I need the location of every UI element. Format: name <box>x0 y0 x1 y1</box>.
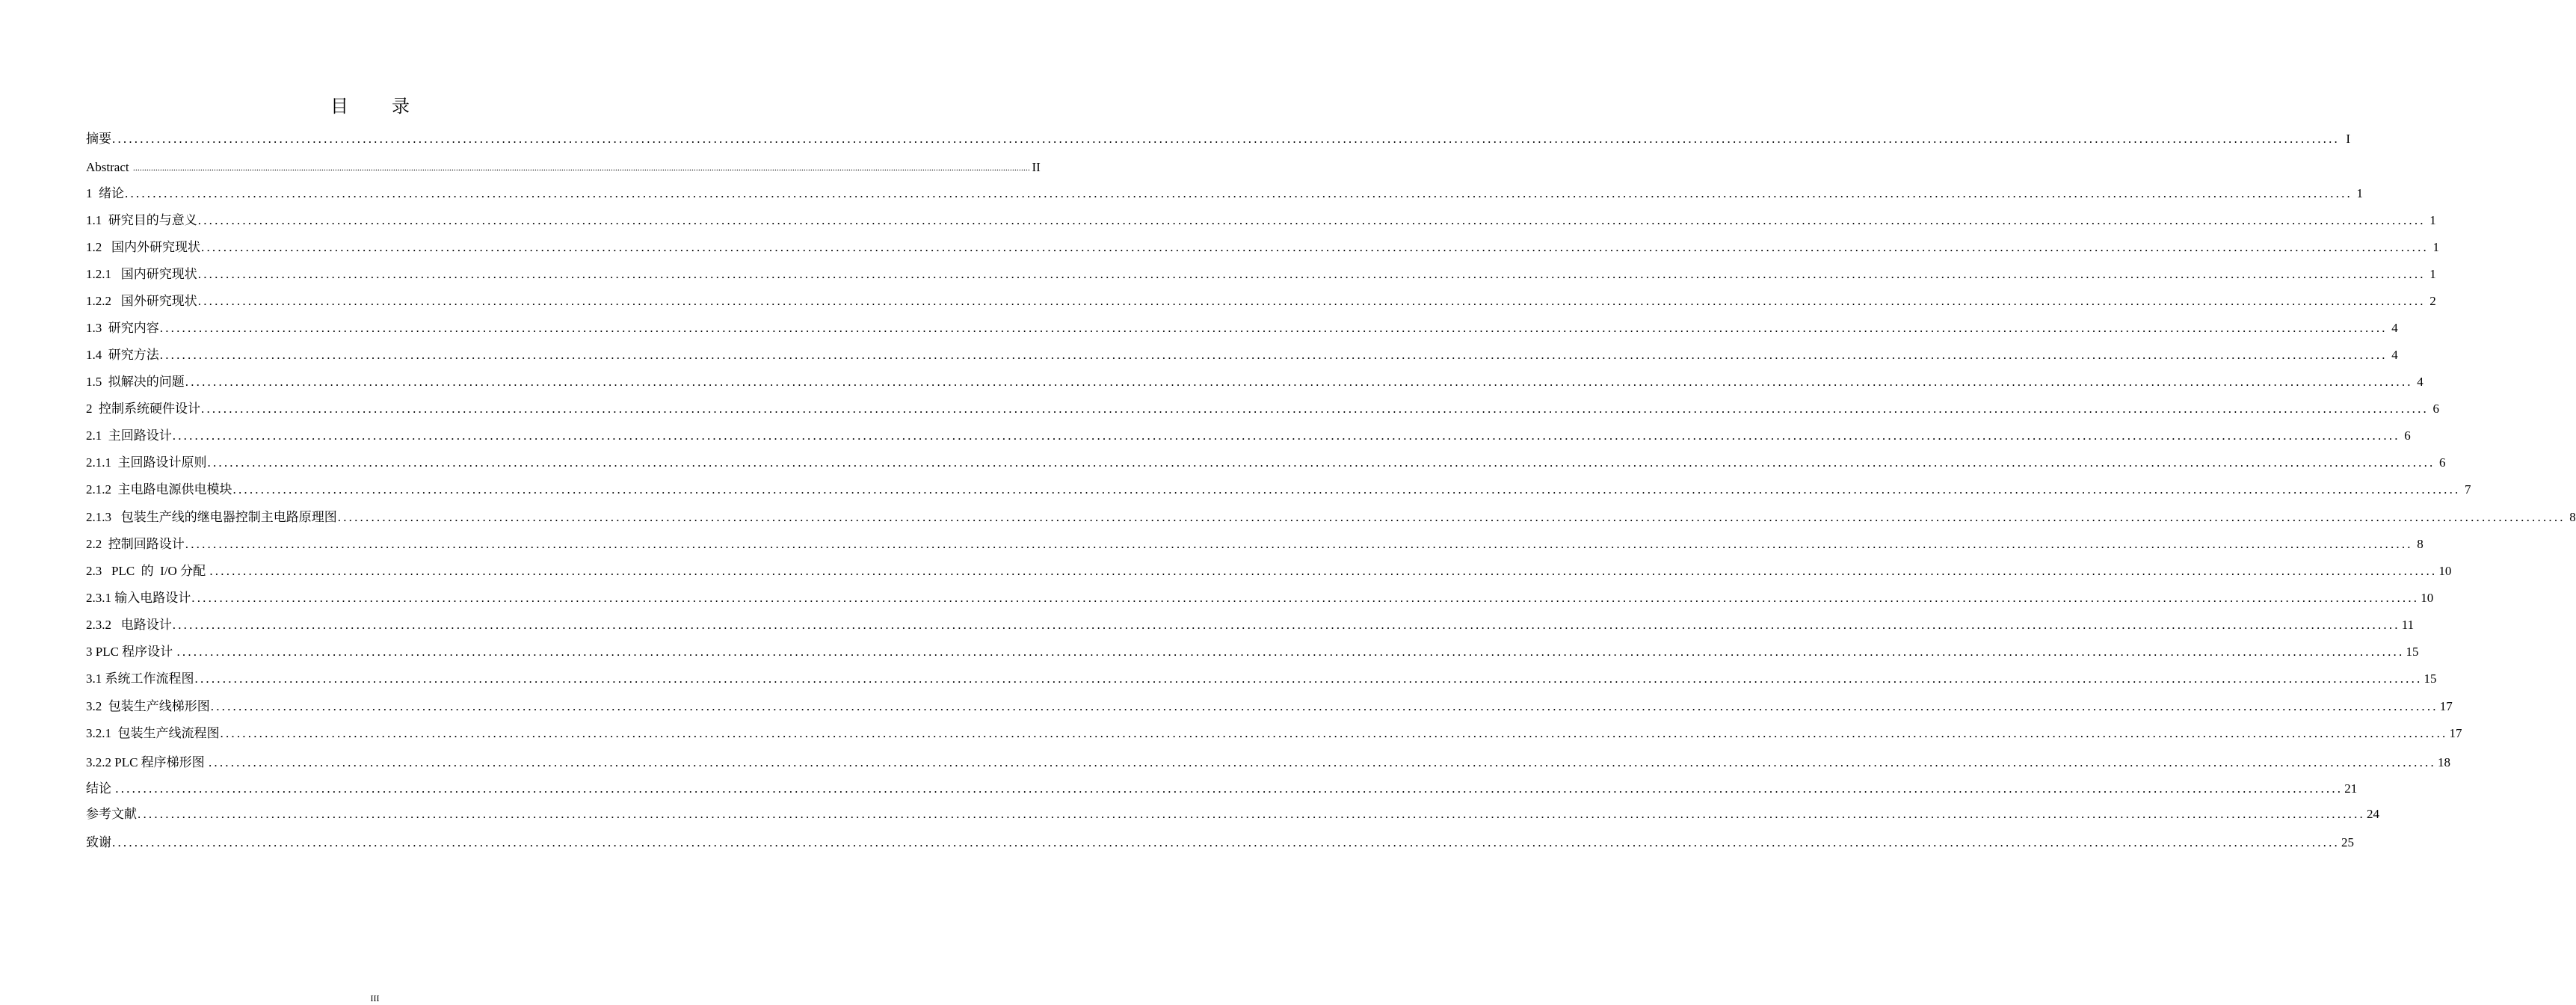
toc-dot-leader: ................................................................................................................................................................................................................................................................................................................................................................................................................ <box>112 132 2340 146</box>
toc-entry-page: 1 <box>2429 213 2436 227</box>
toc-entry-page: 1 <box>2429 267 2436 281</box>
toc-dot-leader: ................................................................................................................................................................................................................................................................................................................................................................................................................ <box>159 348 2388 362</box>
toc-entry[interactable] <box>86 336 2398 363</box>
toc-entry-page: 7 <box>2465 482 2471 497</box>
toc-dot-leader: ................................................................................................................................................................................................................................................................................................................................................................................................................ <box>197 213 2426 227</box>
toc-entry-label: 结论 <box>86 781 115 796</box>
toc-entry-page: 10 <box>2438 564 2452 578</box>
toc-entry-page: 17 <box>2439 699 2453 713</box>
toc-entry-page: 8 <box>2417 537 2424 551</box>
toc-entry[interactable] <box>86 174 2363 201</box>
toc-entry-label: 摘要 <box>86 132 111 146</box>
toc-entry-label: 1.1 研究目的与意义 <box>86 213 197 227</box>
toc-entry-page: 15 <box>2424 671 2437 686</box>
toc-dot-leader: ................................................................................................................................................................................................................................................................................................................................................................................................................ <box>194 671 2423 686</box>
toc-entry-label: 1.2 国内外研究现状 <box>86 240 200 254</box>
toc-entry-page: 21 <box>2344 781 2358 796</box>
toc-entry-label: 3.2.2 PLC 程序梯形图 <box>86 755 208 769</box>
toc-dot-leader: ................................................................................................................................................................................................................................................................................................................................................................................................................ <box>210 699 2438 713</box>
toc-entry[interactable] <box>86 687 2453 714</box>
toc-entry[interactable] <box>86 120 2350 147</box>
toc-entry-page: 17 <box>2449 726 2462 740</box>
toc-entry-label: 2.2 控制回路设计 <box>86 537 185 551</box>
toc-entry-page: 15 <box>2406 645 2419 659</box>
toc-dot-leader: ................................................................................................................................................................................................................................................................................................................................................................................................................ <box>208 755 2436 769</box>
toc-dot-leader: ................................................................................................................................................................................................................................................................................................................................................................................................................ <box>201 240 2429 254</box>
toc-entry-page: 1 <box>2356 186 2363 200</box>
toc-dot-leader: ................................................................................................................................................................................................................................................................................................................................................................................................................ <box>112 835 2340 849</box>
toc-entry[interactable] <box>86 470 2471 497</box>
page-number: III <box>370 993 380 1004</box>
toc-entry-label: 2.1.2 主电路电源供电模块 <box>86 482 232 497</box>
toc-dot-leader: ................................................................................................................................................................................................................................................................................................................................................................................................................ <box>201 402 2429 416</box>
toc-dot-leader: ................................................................................................................................................................................................................................................................................................................................................................................................................ <box>125 186 2352 200</box>
toc-dot-leader: ................................................................................................................................................................................................................................................................................................................................................................................................................ <box>176 645 2405 659</box>
toc-entry[interactable] <box>86 606 2415 633</box>
toc-dot-leader: ................................................................................................................................................................................................................................................................................................................................................................................................................ <box>197 267 2426 281</box>
toc-entry-label: 1.3 研究内容 <box>86 321 159 335</box>
toc-entry[interactable] <box>86 363 2424 390</box>
toc-entry[interactable] <box>86 498 2576 525</box>
toc-entry[interactable] <box>86 579 2434 606</box>
toc-dot-leader: ................................................................................................................................................................................................................................................................................................................................................................................................................ <box>138 807 2365 821</box>
toc-dot-leader: ................................................................................................................................................................................................................................................................................................................................................................................................................ <box>207 455 2435 470</box>
toc-dot-leader: ................................................................................................................................................................................................................................................................................................................................................................................................................ <box>185 537 2413 551</box>
toc-entry-label: 3 PLC 程序设计 <box>86 645 176 659</box>
toc-entry[interactable] <box>86 282 2436 309</box>
toc-entry[interactable] <box>86 255 2436 282</box>
toc-dot-leader: ................................................................................................................................................................................................................................................................................................................................................................................................................ <box>115 781 2344 796</box>
toc-entry-label: 致谢 <box>86 835 111 849</box>
toc-dot-leader: ................................................................................................................................................................................................................................................................................................................................................................................................................ <box>209 564 2438 578</box>
toc-entry-label: 1.4 研究方法 <box>86 348 159 362</box>
toc-entry-page: 6 <box>2432 402 2439 416</box>
toc-entry[interactable] <box>86 417 2411 443</box>
toc-entry[interactable] <box>86 769 2358 796</box>
toc-entry[interactable] <box>86 309 2398 336</box>
toc-entry-label: 2 控制系统硬件设计 <box>86 402 200 416</box>
toc-entry-label: 2.3.2 电路设计 <box>86 618 172 632</box>
toc-entry-label: 2.3.1 输入电路设计 <box>86 591 191 605</box>
toc-entry-label: 2.1 主回路设计 <box>86 428 172 443</box>
page-title: 目 录 <box>330 97 429 117</box>
toc-dot-leader: ................................................................................................................................................................................................................................................................................................................................................................................................................ <box>172 428 2400 443</box>
toc-entry-page: 25 <box>2341 835 2354 849</box>
toc-entry-label: 1.2.1 国内研究现状 <box>86 267 197 281</box>
toc-entry-label: 1 绪论 <box>86 186 124 200</box>
toc-entry[interactable] <box>86 552 2452 579</box>
toc-dot-leader: ................................................................................................................................................................................................................................................................................................................................................................................................................ <box>232 482 2461 497</box>
toc-entry-label: 3.2 包装生产线梯形图 <box>86 699 210 713</box>
toc-entry[interactable] <box>86 201 2436 228</box>
toc-entry-label: 3.1 系统工作流程图 <box>86 671 194 686</box>
toc-entry[interactable] <box>86 525 2424 552</box>
toc-entry[interactable] <box>86 743 2450 770</box>
toc-entry-page: 8 <box>2569 510 2576 524</box>
toc-dot-leader: ................................................................................................................................................................................................................................................................................................................................................................................................................ <box>172 618 2400 632</box>
toc-entry-page: 4 <box>2391 348 2398 362</box>
toc-entry-label: 2.1.1 主回路设计原则 <box>86 455 207 470</box>
toc-dot-leader: ................................................................................................................................................................................................................................................................................................................................................................................................................ <box>337 510 2566 524</box>
toc-entry[interactable] <box>86 660 2437 686</box>
toc-dot-leader: ................................................................................................................................................................................................................................................................................................................................................................................................................ <box>159 321 2388 335</box>
toc-entry-label: 2.3 PLC 的 I/O 分配 <box>86 564 209 578</box>
toc-entry[interactable] <box>86 443 2446 470</box>
toc-entry-page: 1 <box>2432 240 2439 254</box>
toc-dot-leader: ................................................................................................................................................................................................................................................................................................................................................................................................................ <box>197 294 2426 308</box>
toc-entry-page: I <box>2346 132 2350 146</box>
toc-dot-leader: ................................................................................................................................................................................................................................................................................................................................................................................................................ <box>220 726 2448 740</box>
toc-entry[interactable] <box>86 714 2462 741</box>
toc-entry-page: II <box>1032 160 1041 174</box>
toc-entry[interactable] <box>86 633 2419 660</box>
toc-entry-label: Abstract <box>86 160 132 174</box>
toc-entry-page: 24 <box>2367 807 2379 821</box>
toc-entry-label: 1.5 拟解决的问题 <box>86 375 185 389</box>
toc-entry-label: 参考文献 <box>86 807 137 821</box>
toc-entry-page: 4 <box>2391 321 2398 335</box>
toc-entry[interactable] <box>86 148 1041 175</box>
toc-dot-leader: ................................................................................................................................................................................................................................................................................................................................................................................................................ <box>185 375 2413 389</box>
toc-dot-leader: ................................................................................................................................................................................................................................................................................................................................................................................................................ <box>132 162 1030 173</box>
toc-entry[interactable] <box>86 823 2354 850</box>
toc-entry-label: 1.2.2 国外研究现状 <box>86 294 197 308</box>
toc-entry-page: 18 <box>2437 755 2450 769</box>
toc-entry[interactable] <box>86 795 2379 822</box>
toc-entry-label: 3.2.1 包装生产线流程图 <box>86 726 220 740</box>
toc-entry-page: 4 <box>2417 375 2424 389</box>
toc-entry-page: 6 <box>2439 455 2446 470</box>
toc-dot-leader: ................................................................................................................................................................................................................................................................................................................................................................................................................ <box>191 591 2420 605</box>
toc-entry-page: 11 <box>2401 618 2415 632</box>
toc-entry[interactable] <box>86 228 2439 255</box>
toc-entry-page: 2 <box>2429 294 2436 308</box>
toc-entry-label: 2.1.3 包装生产线的继电器控制主电路原理图 <box>86 510 337 524</box>
toc-entry[interactable] <box>86 390 2439 417</box>
toc-entry-page: 6 <box>2404 428 2411 443</box>
toc-entry-page: 10 <box>2421 591 2434 605</box>
